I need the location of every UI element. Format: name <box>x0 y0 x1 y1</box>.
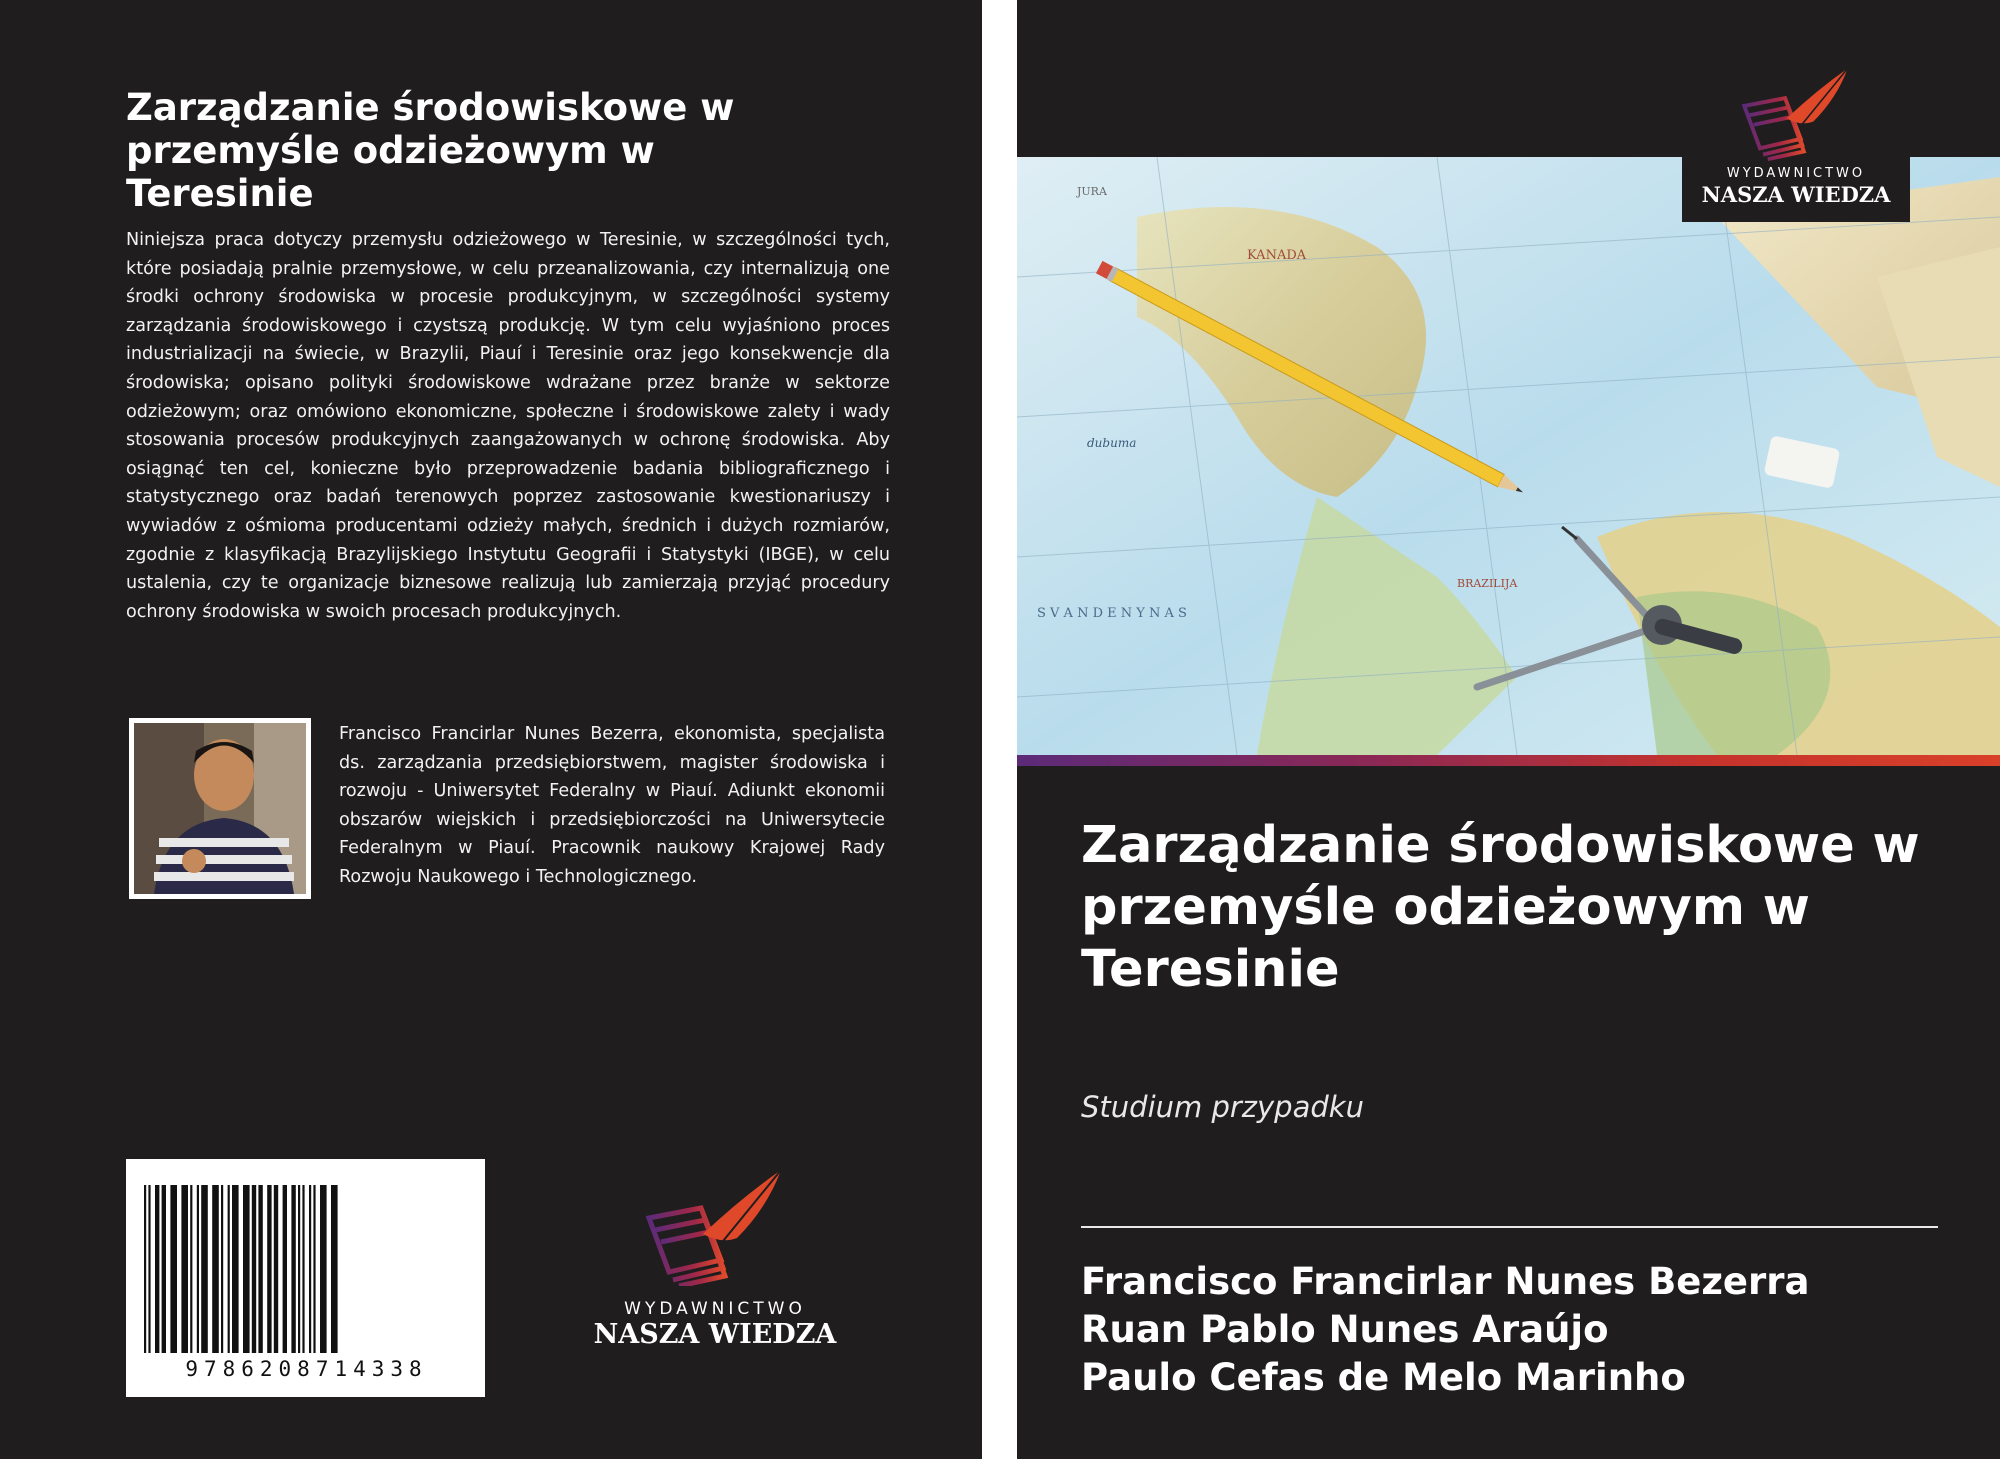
barcode-bar <box>148 1185 150 1353</box>
divider-line <box>1081 1226 1938 1228</box>
back-cover-title: Zarządzanie środowiskowe w przemyśle odzieżowym w Teresinie <box>126 86 735 215</box>
barcode-bar <box>313 1185 315 1353</box>
barcode-bar <box>243 1185 250 1353</box>
map-with-pencil-and-compass-icon <box>1017 157 2000 755</box>
barcode-bar <box>320 1185 327 1353</box>
barcode-bar <box>190 1185 192 1353</box>
map-label: dubuma <box>1087 436 1137 450</box>
barcode-bar <box>181 1185 188 1353</box>
barcode-bar <box>162 1185 166 1353</box>
barcode-bar <box>232 1185 239 1353</box>
barcode-bar <box>221 1185 223 1353</box>
barcode-bar <box>298 1185 300 1353</box>
cover-map-photo <box>1017 157 2000 755</box>
map-accent-stripe <box>1017 755 2000 766</box>
barcode-bar <box>274 1185 278 1353</box>
publisher-name-line2: NASZA WIEDZA <box>1701 182 1891 207</box>
author-bio: Francisco Francirlar Nunes Bezerra, ekonomista, specjalista ds. zarządzania przedsiębiorstwem, magister środowiska i rozwoju - Uniwersytet Federalny w Piauí. Adiunkt ekonomii obszarów wiejskich i przedsiębiorczości na Uniwersytecie Federalnym w Piauí. Pracownik naukowy Krajowej Rady Rozwoju Naukowego i Technologicznego. <box>339 724 885 887</box>
barcode-bar <box>201 1185 208 1353</box>
barcode-bar <box>267 1185 271 1353</box>
barcode-bar <box>283 1185 287 1353</box>
front-cover-subtitle: Studium przypadku <box>1081 1090 1364 1124</box>
author-name: Ruan Pablo Nunes Araújo <box>1081 1308 1609 1351</box>
barcode-bar <box>155 1185 159 1353</box>
author-portrait-icon <box>134 723 306 894</box>
isbn-barcode <box>126 1159 485 1397</box>
map-label: S V A N D E N Y N A S <box>1037 606 1187 621</box>
barcode-bar <box>302 1185 304 1353</box>
back-cover-blurb: Niniejsza praca dotyczy przemysłu odzieżowego w Teresinie, w szczególności tych, które posiadają pralnie przemysłowe, w celu przeanalizowania, czy internalizują one środki ochrony środowiska w procesie produkcyjnym, w szczególności systemy zarządzania środowiskowego i czystszą produkcję. W tym celu wyjaśniono proces industrializacji na świecie, w Brazylii, Piauí i Teresinie oraz jego konsekwencje dla środowiska; opisano polityki środowiskowe wdrażane przez branże w sektorze odzieżowym; oraz omówiono ekonomiczne, społeczne i środowiskowe zalety i wady stosowania procesów produkcyjnych zaangażowanych w ochronę środowiska. Aby osiągnąć ten cel, konieczne było przeprowadzenie badania bibliograficznego i statystycznego oraz badań terenowych poprzez zastosowanie kwestionariuszy i wywiadów z ośmioma producentami odzieży małych, średnich i dużych rozmiarów, zgodnie z klasyfikacją Brazylijskiego Instytutu Geografii i Statystyki (IBGE), w celu ustalenia, czy te organizacje biznesowe realizują lub zamierzają przyjąć procedury ochrony środowiska w swoich procesach produkcyjnych. <box>126 230 890 622</box>
barcode-bar <box>291 1185 295 1353</box>
publisher-name-line1: WYDAWNICTWO <box>624 1299 806 1319</box>
publisher-logo-back <box>585 1168 845 1356</box>
barcode-bar <box>197 1185 199 1353</box>
book-quill-logo-icon <box>641 1168 789 1286</box>
front-cover-title: Zarządzanie środowiskowe w przemyśle odzieżowym w Teresinie <box>1081 816 1920 999</box>
barcode-bar <box>331 1185 338 1353</box>
barcode-bar <box>228 1185 230 1353</box>
publisher-logo-front <box>1682 50 1910 222</box>
barcode-bar <box>309 1185 311 1353</box>
barcode-bar <box>170 1185 177 1353</box>
isbn-digits: 9786208714338 <box>185 1357 428 1381</box>
map-label: BRAZILIJA <box>1457 577 1518 590</box>
book-quill-logo-icon <box>1738 54 1854 172</box>
map-label: JURA <box>1077 185 1107 198</box>
author-name: Paulo Cefas de Melo Marinho <box>1081 1356 1686 1399</box>
map-label: KANADA <box>1247 248 1307 263</box>
barcode-bar <box>212 1185 219 1353</box>
barcode-bar <box>252 1185 256 1353</box>
barcode-bar <box>144 1185 146 1353</box>
spine-gap <box>982 0 1017 1459</box>
author-list <box>1081 1258 1809 1402</box>
publisher-name-line2: NASZA WIEDZA <box>593 1319 837 1350</box>
author-photo <box>129 718 311 899</box>
publisher-name-line1: WYDAWNICTWO <box>1726 166 1866 181</box>
author-name: Francisco Francirlar Nunes Bezerra <box>1081 1260 1810 1303</box>
barcode-bar <box>258 1185 262 1353</box>
